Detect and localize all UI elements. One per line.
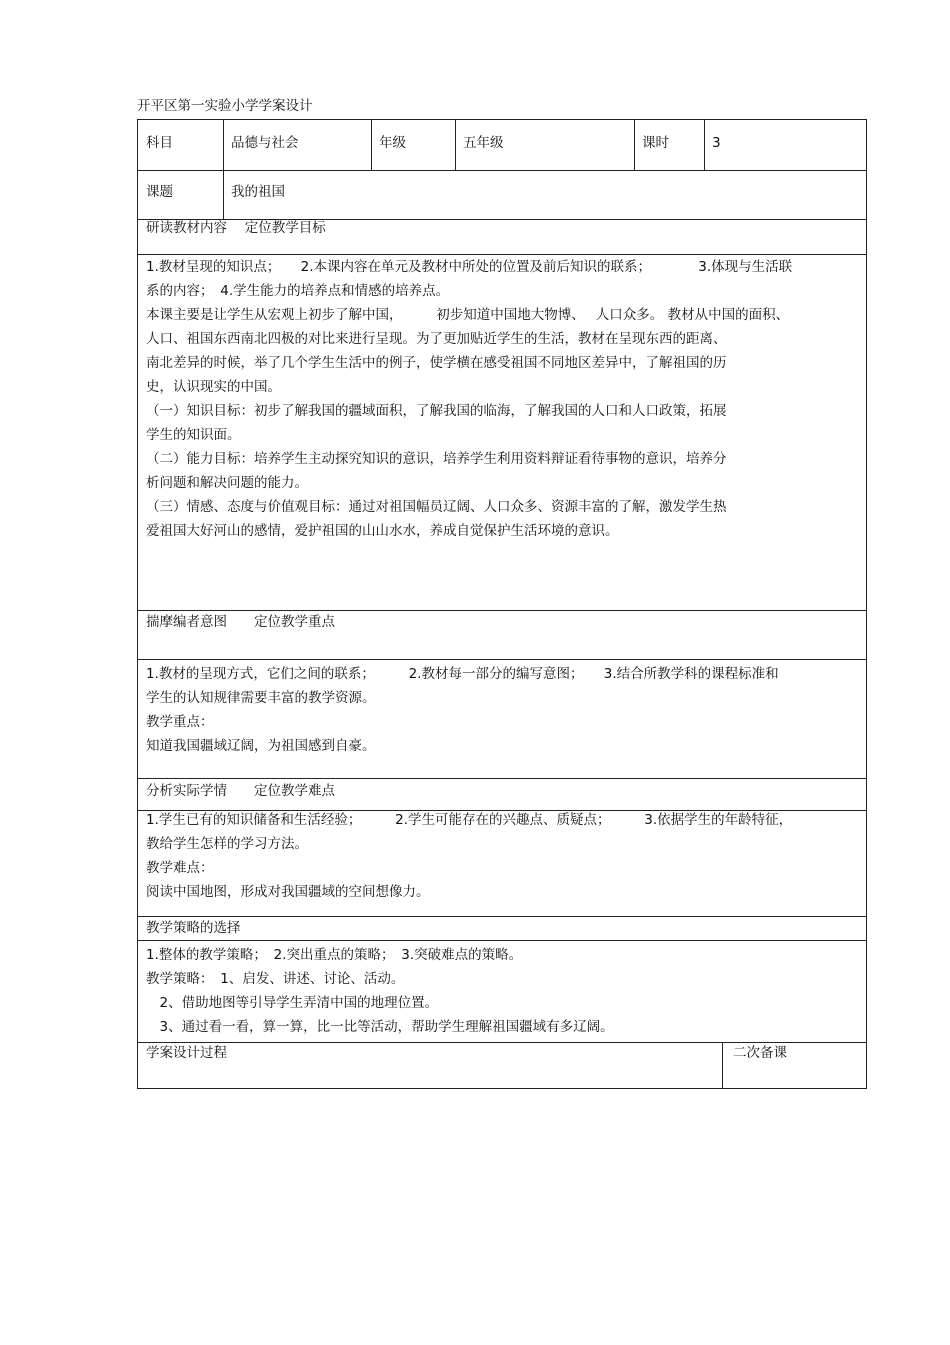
body-line: 教学策略： 1、启发、讲述、讨论、活动。	[146, 971, 405, 987]
process-label: 学案设计过程	[146, 1045, 227, 1061]
subject-label: 科目	[146, 135, 173, 151]
row-divider	[138, 170, 866, 171]
subject-value: 品德与社会	[231, 135, 299, 151]
grade-label: 年级	[379, 135, 406, 151]
row-divider	[138, 659, 866, 660]
col-divider	[223, 120, 224, 219]
col-divider	[704, 120, 705, 170]
school-header: 开平区第一实验小学学案设计	[137, 98, 313, 114]
section-heading-objectives: 研读教材内容 定位教学目标	[146, 220, 326, 236]
col-divider	[455, 120, 456, 170]
row-divider	[138, 610, 866, 611]
body-line: 教学重点：	[146, 714, 214, 730]
body-line: 1.教材呈现的知识点； 2.本课内容在单元及教材中所处的位置及前后知识的联系； 3.体现与生活联	[146, 259, 793, 275]
body-line: 3、通过看一看，算一算，比一比等活动，帮助学生理解祖国疆域有多辽阔。	[146, 1019, 614, 1035]
section-body-key-points	[146, 662, 779, 758]
lesson-plan-table	[137, 119, 867, 1089]
body-line: 南北差异的时候，举了几个学生生活中的例子，使学横在感受祖国不同地区差异中，了解祖国的历	[146, 355, 727, 371]
body-line: 系的内容； 4.学生能力的培养点和情感的培养点。	[146, 283, 450, 299]
col-divider	[371, 120, 372, 170]
topic-label: 课题	[146, 184, 173, 200]
row-divider	[138, 916, 866, 917]
body-line: 爱祖国大好河山的感情，爱护祖国的山山水水，养成自觉保护生活环境的意识。	[146, 523, 619, 539]
section-heading-difficulties: 分析实际学情 定位教学难点	[146, 783, 335, 799]
body-line: 1.教材的呈现方式，它们之间的联系； 2.教材每一部分的编写意图； 3.结合所教学科的课程标准和	[146, 666, 779, 682]
body-line: 学生的知识面。	[146, 427, 241, 443]
body-line: 人口、祖国东西南北四极的对比来进行呈现。为了更加贴近学生的生活，教材在呈现东西的距离、	[146, 331, 727, 347]
section-body-difficulties	[146, 808, 792, 904]
body-line: 1.整体的教学策略； 2.突出重点的策略； 3.突破难点的策略。	[146, 947, 523, 963]
revision-label: 二次备课	[733, 1045, 787, 1061]
section-heading-strategy: 教学策略的选择	[146, 920, 241, 936]
col-divider	[634, 120, 635, 170]
section-heading-key-points: 揣摩编者意图 定位教学重点	[146, 614, 335, 630]
body-line: 教学难点：	[146, 860, 214, 876]
body-line: 2、借助地图等引导学生弄清中国的地理位置。	[146, 995, 439, 1011]
body-line: 1.学生已有的知识储备和生活经验； 2.学生可能存在的兴趣点、质疑点； 3.依据学生的年龄特征，	[146, 812, 793, 828]
body-line: 阅读中国地图，形成对我国疆域的空间想像力。	[146, 884, 430, 900]
body-line: 析问题和解决问题的能力。	[146, 475, 308, 491]
body-line: 学生的认知规律需要丰富的教学资源。	[146, 690, 376, 706]
row-divider	[138, 778, 866, 779]
col-divider	[722, 1042, 723, 1088]
period-label: 课时	[642, 135, 669, 151]
body-line: （一）知识目标：初步了解我国的疆域面积，了解我国的临海，了解我国的人口和人口政策，拓展	[146, 403, 727, 419]
row-divider	[138, 1042, 866, 1043]
body-line: 史，认识现实的中国。	[146, 379, 281, 395]
period-value: 3	[712, 135, 721, 151]
body-line: （三）情感、态度与价值观目标：通过对祖国幅员辽阔、人口众多、资源丰富的了解，激发学生热	[146, 499, 727, 515]
grade-value: 五年级	[463, 135, 504, 151]
body-line: 教给学生怎样的学习方法。	[146, 836, 308, 852]
body-line: 知道我国疆域辽阔，为祖国感到自豪。	[146, 738, 376, 754]
section-body-strategy	[146, 943, 614, 1039]
row-divider	[138, 940, 866, 941]
body-line: （二）能力目标：培养学生主动探究知识的意识，培养学生利用资料辩证看待事物的意识，培养分	[146, 451, 727, 467]
section-body-objectives	[146, 255, 792, 543]
body-line: 本课主要是让学生从宏观上初步了解中国， 初步知道中国地大物博、 人口众多。 教材从中国的面积、	[146, 307, 790, 323]
topic-value: 我的祖国	[231, 184, 285, 200]
